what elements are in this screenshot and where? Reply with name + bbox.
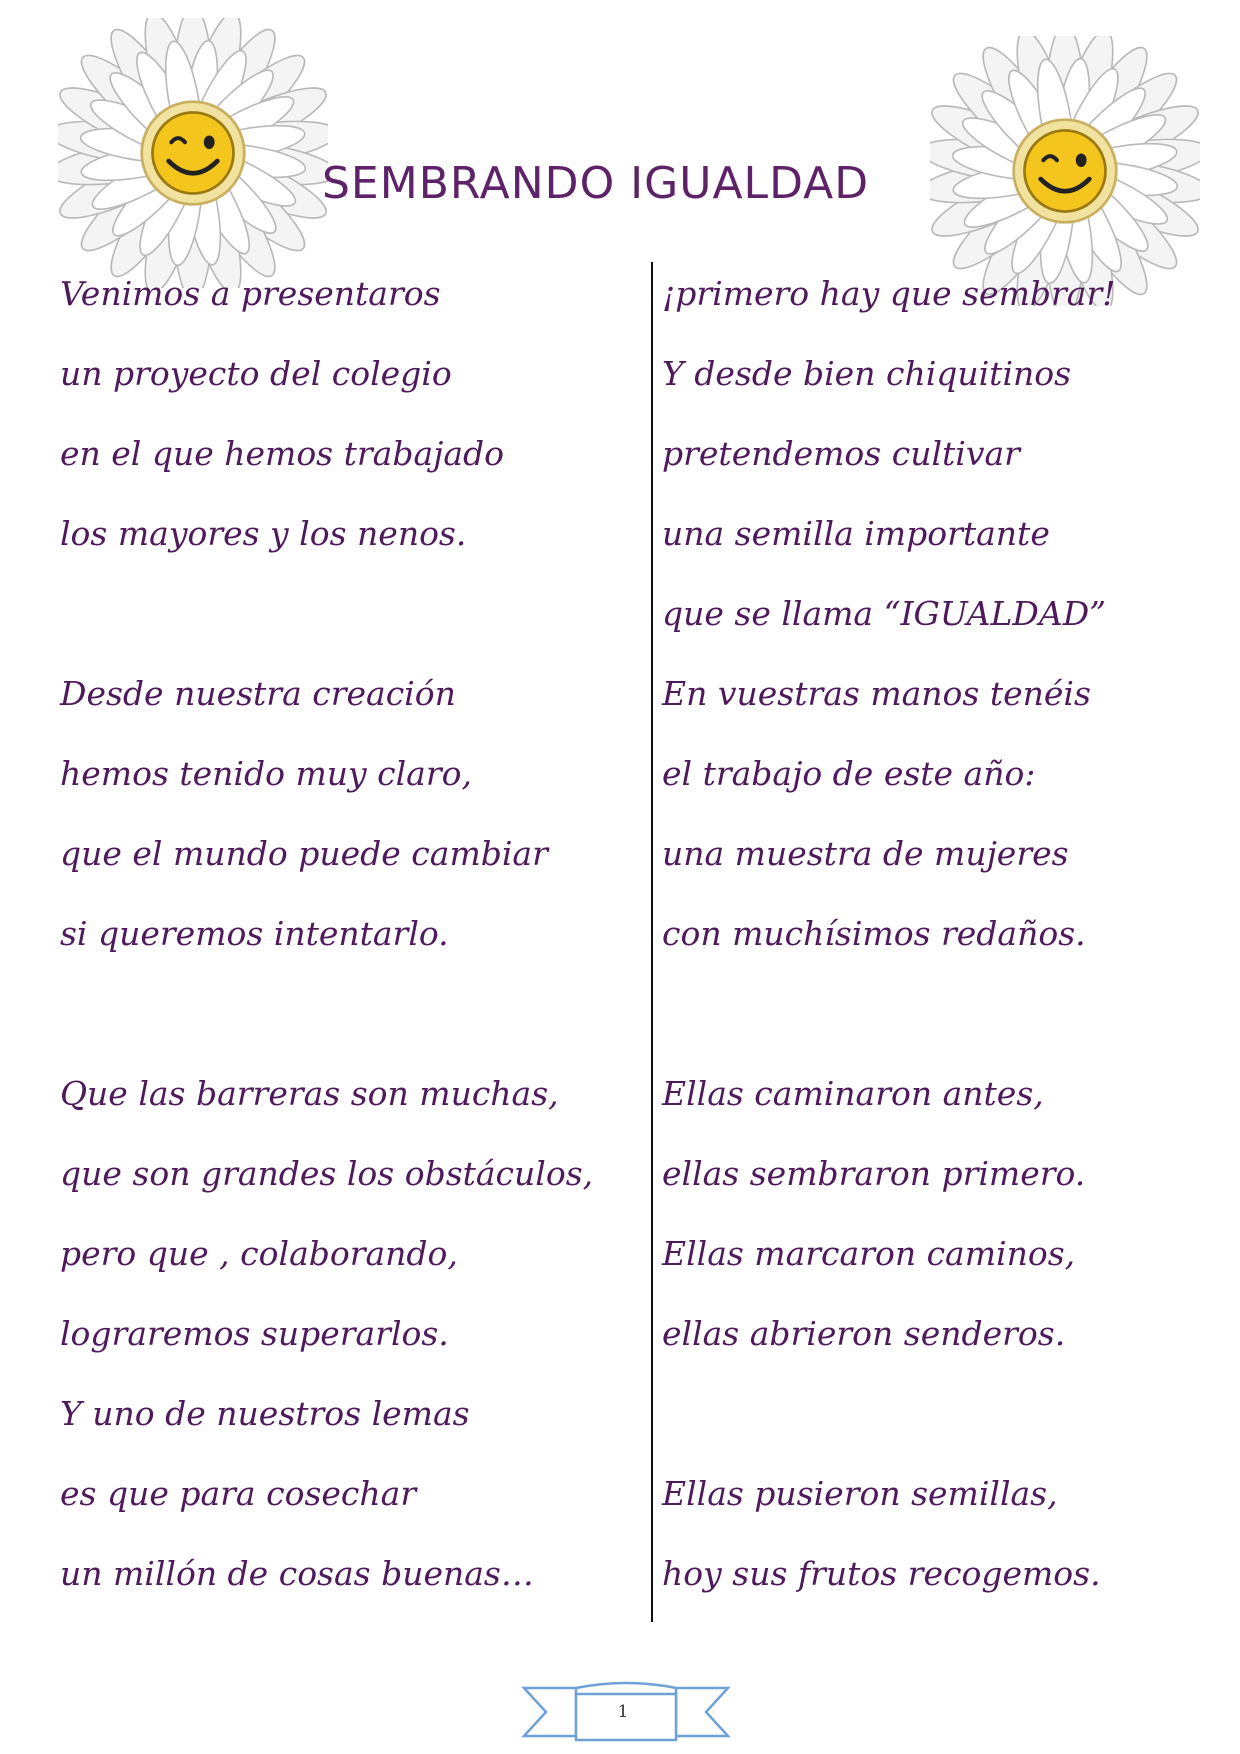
verse-line <box>60 582 640 662</box>
page-title: SEMBRANDO IGUALDAD <box>322 158 870 209</box>
verse-line: que se llama “IGUALDAD” <box>662 594 1107 633</box>
verse-line: Desde nuestra creación <box>60 674 456 713</box>
verse-line: que el mundo puede cambiar <box>60 834 548 873</box>
verse-line: si queremos intentarlo. <box>60 914 449 953</box>
verse-line: En vuestras manos tenéis <box>662 674 1091 713</box>
right-verse-column <box>662 262 1232 1622</box>
verse-line: en el que hemos trabajado <box>60 434 505 473</box>
verse-line: hemos tenido muy claro, <box>60 754 472 793</box>
verse-line: hoy sus frutos recogemos. <box>662 1554 1101 1593</box>
verse-line: Ellas pusieron semillas, <box>662 1474 1058 1513</box>
verse-line: ¡primero hay que sembrar! <box>662 274 1116 313</box>
smiley-daisy-icon <box>58 18 328 288</box>
verse-line <box>662 1382 1232 1462</box>
verse-line: los mayores y los nenos. <box>60 514 467 553</box>
verse-line: Ellas marcaron caminos, <box>662 1234 1076 1273</box>
verse-line: con muchísimos redaños. <box>662 914 1086 953</box>
verse-line: Ellas caminaron antes, <box>662 1074 1044 1113</box>
verse-line: Que las barreras son muchas, <box>60 1074 559 1113</box>
verse-line: un millón de cosas buenas… <box>60 1554 534 1593</box>
verse-line: ellas sembraron primero. <box>662 1154 1086 1193</box>
verse-line: es que para cosechar <box>60 1474 417 1513</box>
verse-line: una muestra de mujeres <box>662 834 1069 873</box>
page-number: 1 <box>617 1702 629 1722</box>
verse-line <box>60 982 640 1062</box>
verse-line: que son grandes los obstáculos, <box>60 1154 594 1193</box>
verse-line: una semilla importante <box>662 514 1050 553</box>
verse-line: Y uno de nuestros lemas <box>60 1394 470 1433</box>
left-verse-column <box>60 262 640 1622</box>
verse-line: Y desde bien chiquitinos <box>662 354 1072 393</box>
verse-line: Venimos a presentaros <box>60 274 441 313</box>
verse-line: pero que , colaborando, <box>60 1234 458 1273</box>
verse-line <box>662 982 1232 1062</box>
verse-line: ellas abrieron senderos. <box>662 1314 1066 1353</box>
verse-line: el trabajo de este año: <box>662 754 1036 793</box>
verse-line: pretendemos cultivar <box>662 434 1020 473</box>
column-divider <box>651 262 653 1622</box>
verse-line: un proyecto del colegio <box>60 354 452 393</box>
verse-line: lograremos superarlos. <box>60 1314 449 1353</box>
